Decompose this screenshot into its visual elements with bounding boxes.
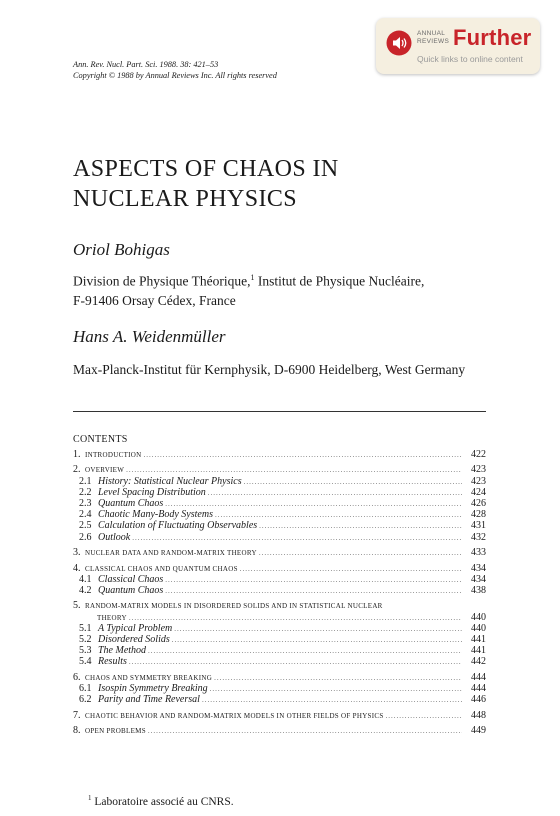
section-divider [73, 411, 486, 412]
toc-leader-dots [165, 500, 462, 508]
toc-leader-dots [202, 696, 462, 704]
toc-entry [73, 623, 486, 634]
paper-title [73, 154, 473, 214]
affiliation-1-line-2: F-91406 Orsay Cédex, France [73, 292, 236, 308]
toc-number: 5.1 [79, 622, 92, 634]
toc-entry [73, 656, 486, 667]
toc-label: A Typical Problem [98, 622, 173, 634]
toc-page-number: 431 [471, 520, 486, 532]
toc-leader-dots [148, 647, 462, 655]
toc-label: CHAOTIC BEHAVIOR AND RANDOM-MATRIX MODELS IN OTHER FIELDS OF PHYSICS [85, 711, 384, 720]
toc-number: 2.4 [79, 509, 92, 521]
toc-leader-dots [148, 727, 462, 735]
footnote-mark: 1 [250, 273, 255, 282]
toc-number: 3. [73, 547, 81, 559]
toc-entry [73, 498, 486, 509]
toc-label: History: Statistical Nuclear Physics [98, 475, 242, 487]
toc-number: 6.1 [79, 683, 92, 695]
footnote-mark: 1 [88, 794, 92, 802]
toc-leader-dots [210, 685, 462, 693]
toc-number: 4.1 [79, 573, 92, 585]
speaker-icon [386, 30, 412, 56]
toc-leader-dots [259, 549, 462, 557]
toc-number: 7. [73, 709, 81, 721]
toc-label: Calculation of Fluctuating Observables [98, 520, 258, 532]
toc-entry [73, 449, 486, 460]
toc-page-number: 434 [471, 562, 486, 574]
toc-leader-dots [172, 636, 462, 644]
table-of-contents [73, 449, 486, 736]
toc-page-number: 440 [471, 611, 486, 623]
toc-number: 5. [73, 600, 81, 612]
toc-entry [73, 547, 486, 558]
toc-leader-dots [208, 489, 462, 497]
toc-entry [73, 710, 486, 721]
toc-label: Level Spacing Distribution [98, 486, 206, 498]
toc-label: RANDOM-MATRIX MODELS IN DISORDERED SOLIDS AND IN STATISTICAL NUCLEAR [85, 602, 383, 611]
toc-leader-dots [126, 466, 462, 474]
toc-number: 5.4 [79, 656, 92, 668]
toc-leader-dots [214, 674, 462, 682]
toc-entry [73, 694, 486, 705]
toc-entry [73, 585, 486, 596]
toc-page-number: 444 [471, 683, 486, 695]
toc-leader-dots [386, 712, 462, 720]
toc-page-number: 432 [471, 531, 486, 543]
toc-number: 6.2 [79, 694, 92, 706]
journal-citation-block [73, 60, 277, 81]
toc-page-number: 424 [471, 486, 486, 498]
annual-reviews-further-badge[interactable] [376, 18, 540, 74]
publisher-line-1: ANNUAL [417, 30, 446, 37]
toc-leader-dots [215, 511, 462, 519]
toc-page-number: 423 [471, 464, 486, 476]
toc-number: 5.3 [79, 645, 92, 657]
toc-page-number: 440 [471, 622, 486, 634]
toc-page-number: 442 [471, 656, 486, 668]
contents-heading: CONTENTS [73, 434, 128, 445]
toc-label: Outlook [98, 531, 131, 543]
toc-page-number: 434 [471, 573, 486, 585]
author-name-1: Oriol Bohigas [73, 240, 170, 259]
toc-leader-dots [132, 534, 462, 542]
toc-page-number: 441 [471, 645, 486, 657]
journal-citation: Ann. Rev. Nucl. Part. Sci. 1988. 38: 421–53 [73, 60, 219, 69]
toc-page-number: 449 [471, 725, 486, 737]
publisher-line-2: REVIEWS [417, 38, 450, 45]
toc-entry [73, 532, 486, 543]
author-affiliation-1 [73, 268, 424, 310]
toc-number: 1. [73, 449, 81, 460]
toc-page-number: 422 [471, 449, 486, 460]
toc-entry [73, 600, 486, 611]
author-affiliation-2: Max-Planck-Institut für Kernphysik, D-6900 Heidelberg, West Germany [73, 362, 466, 377]
toc-number: 4. [73, 562, 81, 574]
toc-label: CLASSICAL CHAOS AND QUANTUM CHAOS [85, 564, 238, 573]
toc-label: OPEN PROBLEMS [85, 727, 146, 736]
toc-number: 2.6 [79, 531, 92, 543]
toc-label: INTRODUCTION [85, 451, 142, 459]
toc-leader-dots [165, 587, 462, 595]
toc-label: Quantum Chaos [98, 584, 164, 596]
toc-label: Disordered Solids [98, 634, 170, 645]
toc-label: Quantum Chaos [98, 498, 164, 510]
publisher-wordmark [417, 30, 449, 46]
toc-leader-dots [174, 625, 462, 633]
toc-entry [73, 634, 486, 645]
toc-leader-dots [240, 565, 462, 573]
toc-number: 2.3 [79, 498, 92, 510]
toc-entry [73, 672, 486, 683]
toc-entry [73, 574, 486, 585]
toc-label: NUCLEAR DATA AND RANDOM-MATRIX THEORY [85, 549, 257, 558]
toc-number: 2. [73, 464, 81, 476]
toc-label-continuation: THEORY [97, 613, 127, 622]
toc-number: 6. [73, 671, 81, 683]
toc-leader-dots [165, 576, 462, 584]
footnote-text: Laboratoire associé au CNRS. [91, 795, 234, 808]
toc-page-number: 423 [471, 475, 486, 487]
toc-entry [73, 683, 486, 694]
further-title: Further [453, 25, 532, 50]
toc-leader-dots [143, 451, 462, 459]
toc-label: The Method [98, 645, 147, 657]
toc-label: Classical Chaos [98, 573, 164, 585]
toc-entry-continuation [73, 612, 486, 623]
toc-number: 8. [73, 725, 81, 737]
footnote [88, 794, 234, 808]
toc-number: 2.2 [79, 486, 92, 498]
toc-page-number: 448 [471, 709, 486, 721]
journal-copyright: Copyright © 1988 by Annual Reviews Inc. All rights reserved [73, 70, 277, 80]
toc-entry [73, 563, 486, 574]
toc-label: Results [98, 656, 127, 668]
toc-label: CHAOS AND SYMMETRY BREAKING [85, 673, 213, 682]
toc-page-number: 438 [471, 584, 486, 596]
toc-entry [73, 520, 486, 531]
toc-page-number: 433 [471, 547, 486, 559]
author-name-2: Hans A. Weidenmüller [73, 327, 226, 346]
affiliation-1-part-a: Division de Physique Théorique, [73, 273, 251, 289]
toc-number: 5.2 [79, 634, 92, 645]
toc-entry [73, 725, 486, 736]
toc-label: Parity and Time Reversal [98, 694, 200, 706]
toc-page-number: 426 [471, 498, 486, 510]
further-subtitle: Quick links to online content [417, 54, 523, 64]
toc-label: OVERVIEW [85, 466, 125, 475]
toc-label: Chaotic Many-Body Systems [98, 509, 213, 521]
toc-page-number: 441 [471, 634, 486, 645]
toc-entry [73, 464, 486, 475]
toc-label: Isospin Symmetry Breaking [98, 683, 208, 695]
toc-number: 2.5 [79, 520, 92, 532]
toc-entry [73, 645, 486, 656]
paper-title-line-2: NUCLEAR PHYSICS [73, 186, 298, 212]
toc-page-number: 446 [471, 694, 486, 706]
toc-leader-dots [129, 658, 462, 666]
toc-number: 4.2 [79, 584, 92, 596]
affiliation-1-part-b: Institut de Physique Nucléaire, [254, 273, 425, 289]
toc-leader-dots [259, 522, 462, 530]
toc-page-number: 444 [471, 671, 486, 683]
toc-number: 2.1 [79, 475, 92, 487]
toc-page-number: 428 [471, 509, 486, 521]
toc-entry [73, 476, 486, 487]
toc-leader-dots [244, 478, 462, 486]
toc-entry [73, 509, 486, 520]
toc-leader-dots [129, 614, 462, 622]
toc-entry [73, 487, 486, 498]
paper-title-line-1: ASPECTS OF CHAOS IN [73, 156, 339, 182]
